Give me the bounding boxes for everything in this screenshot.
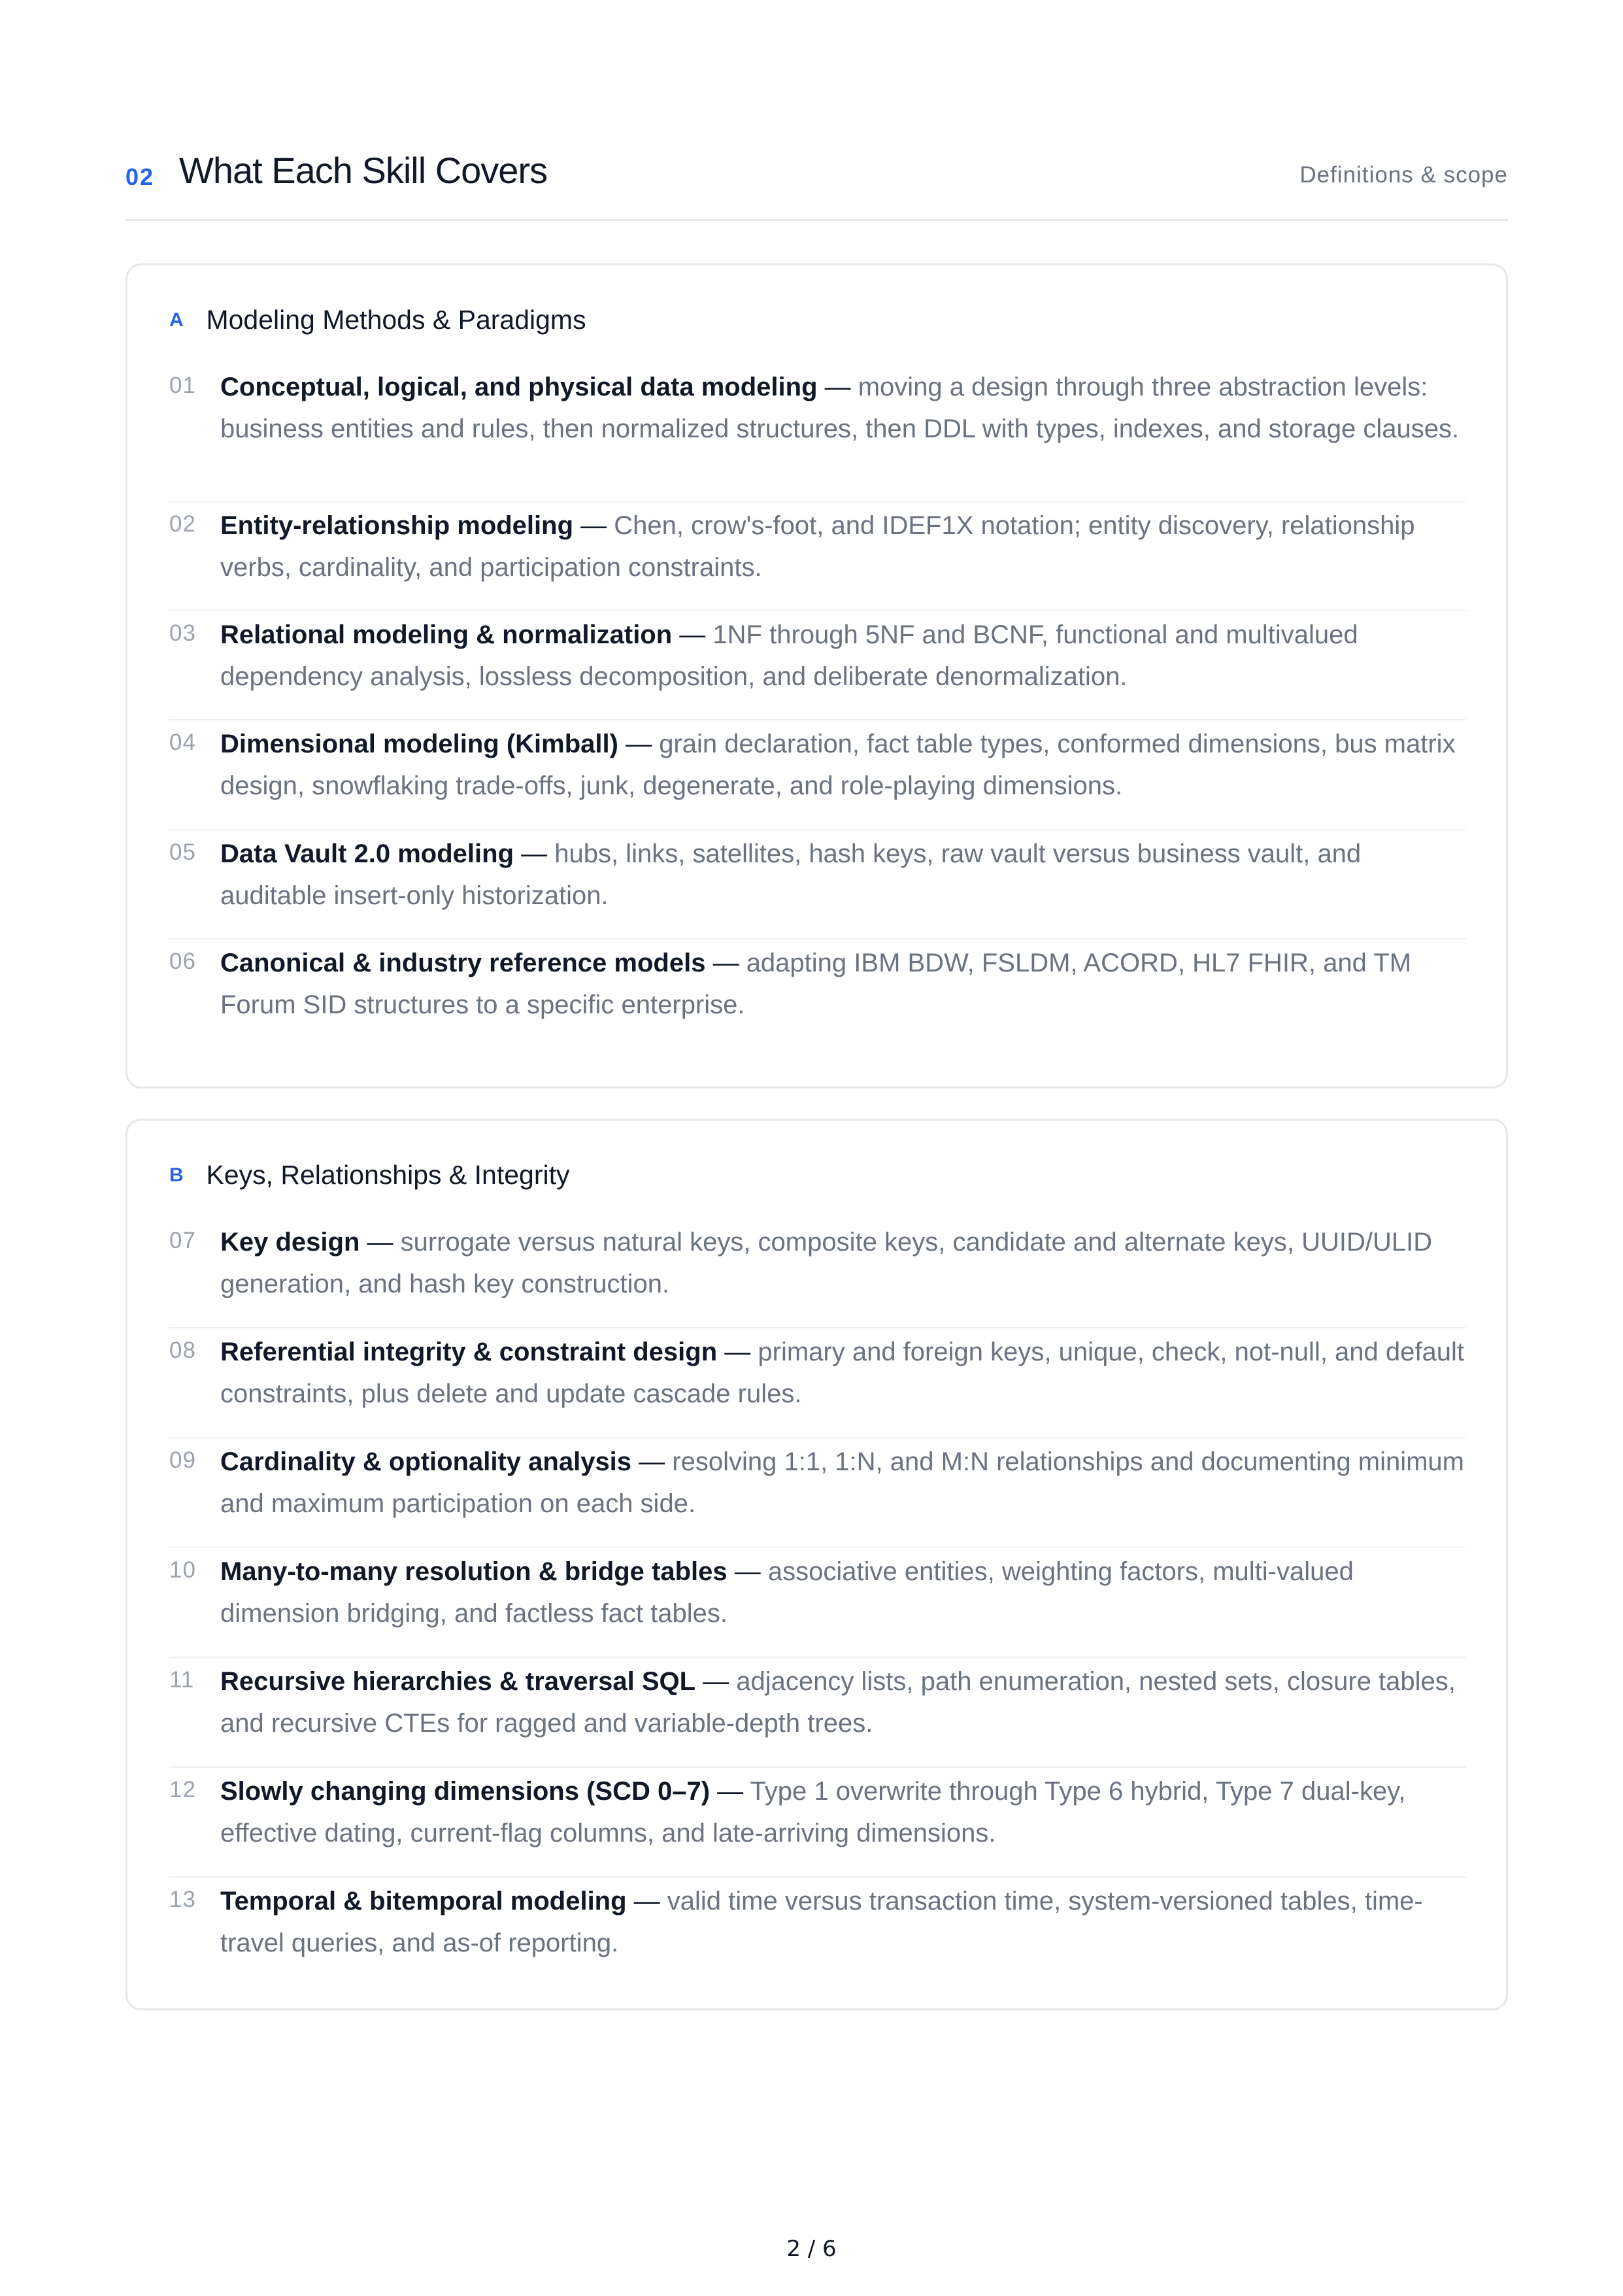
item-text: Relational modeling & normalization — 1NF through 5NF and BCNF, functional and multivalued dependency analysis, lossless decomposition, and deliberate denormalization. xyxy=(220,620,1358,691)
item-term: Dimensional modeling (Kimball) xyxy=(220,730,618,758)
item-term: Recursive hierarchies & traversal SQL xyxy=(220,1667,696,1696)
item-text: Dimensional modeling (Kimball) — grain declaration, fact table types, conformed dimensions, bus matrix design, snowflaking trade-offs, junk, degenerate, and role-playing dimensions. xyxy=(220,730,1456,800)
list-item xyxy=(169,1658,1466,1768)
item-term: Relational modeling & normalization xyxy=(220,620,673,649)
item-description: primary and foreign keys, unique, check, not-null, and default constraints, plus delete and update cascade rules. xyxy=(220,1338,1464,1408)
item-text: Many-to-many resolution & bridge tables — associative entities, weighting factors, multi-valued dimension bridging, and factless fact tables. xyxy=(220,1557,1354,1628)
item-number: 01 xyxy=(169,373,196,398)
section-number: 02 xyxy=(125,163,155,190)
item-number: 12 xyxy=(169,1777,196,1802)
item-text: Recursive hierarchies & traversal SQL — adjacency lists, path enumeration, nested sets, closure tables, and recursive CTEs for ragged and variable-depth trees. xyxy=(220,1667,1456,1738)
item-description: adjacency lists, path enumeration, nested sets, closure tables, and recursive CTEs for ragged and variable-depth trees. xyxy=(220,1667,1456,1738)
item-text: Slowly changing dimensions (SCD 0–7) — Type 1 overwrite through Type 6 hybrid, Type 7 dual-key, effective dating, current-flag columns, and late-arriving dimensions. xyxy=(220,1777,1406,1848)
item-description: resolving 1:1, 1:N, and M:N relationships and documenting minimum and maximum participation on each side. xyxy=(220,1447,1464,1518)
section-subtitle: Definitions & scope xyxy=(1299,162,1508,188)
item-text: Canonical & industry reference models — adapting IBM BDW, FSLDM, ACORD, HL7 FHIR, and TM Forum SID structures to a specific enterprise. xyxy=(220,949,1412,1019)
item-text: Referential integrity & constraint design — primary and foreign keys, unique, check, not-null, and default constraints, plus delete and update cascade rules. xyxy=(220,1338,1464,1408)
item-number: 03 xyxy=(169,620,196,646)
card-title: Modeling Methods & Paradigms xyxy=(206,305,586,335)
item-term: Conceptual, logical, and physical data modeling xyxy=(220,373,818,401)
item-term: Referential integrity & constraint design xyxy=(220,1338,718,1366)
item-number: 09 xyxy=(169,1447,196,1473)
item-description: associative entities, weighting factors, multi-valued dimension bridging, and factless fact tables. xyxy=(220,1557,1354,1628)
list-item xyxy=(169,611,1466,720)
list-item xyxy=(169,1328,1466,1438)
list-item xyxy=(169,1548,1466,1658)
card-heading xyxy=(169,305,586,344)
item-term: Many-to-many resolution & bridge tables xyxy=(220,1557,728,1586)
item-term: Entity-relationship modeling xyxy=(220,511,574,540)
item-text: Cardinality & optionality analysis — resolving 1:1, 1:N, and M:N relationships and documenting minimum and maximum participation on each side. xyxy=(220,1447,1464,1518)
item-description: valid time versus transaction time, system-versioned tables, time-travel queries, and as-of reporting. xyxy=(220,1887,1423,1957)
item-number: 11 xyxy=(169,1667,195,1693)
list-item xyxy=(169,363,1466,502)
list-item xyxy=(169,720,1466,830)
item-description: 1NF through 5NF and BCNF, functional and multivalued dependency analysis, lossless decomposition, and deliberate denormalization. xyxy=(220,620,1358,691)
item-term: Canonical & industry reference models xyxy=(220,949,706,977)
item-number: 08 xyxy=(169,1338,196,1363)
list-item xyxy=(169,1878,1466,1976)
card-title: Keys, Relationships & Integrity xyxy=(206,1160,570,1190)
page xyxy=(125,0,1508,2296)
item-number: 10 xyxy=(169,1557,196,1583)
list-item xyxy=(169,830,1466,939)
item-number: 13 xyxy=(169,1887,196,1912)
item-description: grain declaration, fact table types, conformed dimensions, bus matrix design, snowflaking trade-offs, junk, degenerate, and role-playing dimensions. xyxy=(220,730,1456,800)
item-term: Key design xyxy=(220,1228,360,1257)
item-number: 07 xyxy=(169,1228,196,1253)
item-term: Slowly changing dimensions (SCD 0–7) xyxy=(220,1777,711,1806)
item-number: 05 xyxy=(169,839,196,865)
item-text: Entity-relationship modeling — Chen, crow's-foot, and IDEF1X notation; entity discovery, relationship verbs, cardinality, and participation constraints. xyxy=(220,511,1415,582)
item-description: surrogate versus natural keys, composite keys, candidate and alternate keys, UUID/ULID generation, and hash key construction. xyxy=(220,1228,1433,1298)
item-description: moving a design through three abstraction levels: business entities and rules, then normalized structures, then DDL with types, indexes, and storage clauses. xyxy=(220,373,1460,443)
item-description: Chen, crow's-foot, and IDEF1X notation; entity discovery, relationship verbs, cardinality, and participation constraints. xyxy=(220,511,1415,582)
page-title: What Each Skill Covers xyxy=(179,150,548,191)
skill-list xyxy=(169,1219,1466,1976)
item-number: 02 xyxy=(169,511,196,537)
list-item xyxy=(169,1438,1466,1548)
item-number: 06 xyxy=(169,949,196,974)
item-text: Data Vault 2.0 modeling — hubs, links, satellites, hash keys, raw vault versus business vault, and auditable insert-only historization. xyxy=(220,839,1362,910)
section-header xyxy=(125,143,1508,221)
card-letter: A xyxy=(169,309,184,331)
item-description: adapting IBM BDW, FSLDM, ACORD, HL7 FHIR, and TM Forum SID structures to a specific enterprise. xyxy=(220,949,1412,1019)
item-text: Temporal & bitemporal modeling — valid time versus transaction time, system-versioned tables, time-travel queries, and as-of reporting. xyxy=(220,1887,1423,1957)
item-description: hubs, links, satellites, hash keys, raw vault versus business vault, and auditable insert-only historization. xyxy=(220,839,1362,910)
item-term: Data Vault 2.0 modeling xyxy=(220,839,514,868)
item-text: Key design — surrogate versus natural keys, composite keys, candidate and alternate keys, UUID/ULID generation, and hash key construction. xyxy=(220,1228,1433,1298)
page-number: 2 / 6 xyxy=(786,2236,837,2262)
item-term: Cardinality & optionality analysis xyxy=(220,1447,632,1476)
list-item xyxy=(169,1768,1466,1878)
skill-list xyxy=(169,363,1466,1038)
list-item xyxy=(169,502,1466,611)
card-letter: B xyxy=(169,1164,184,1186)
item-term: Temporal & bitemporal modeling xyxy=(220,1887,627,1916)
list-item xyxy=(169,1219,1466,1328)
card-heading xyxy=(169,1160,570,1199)
item-text: Conceptual, logical, and physical data modeling — moving a design through three abstraction levels: business entities and rules, then normalized structures, then DDL with types, indexes, and storage clauses. xyxy=(220,373,1460,443)
section-card-b xyxy=(125,1119,1508,2010)
item-description: Type 1 overwrite through Type 6 hybrid, Type 7 dual-key, effective dating, current-flag columns, and late-arriving dimensions. xyxy=(220,1777,1406,1848)
list-item xyxy=(169,939,1466,1038)
section-card-a xyxy=(125,263,1508,1089)
item-number: 04 xyxy=(169,730,196,755)
